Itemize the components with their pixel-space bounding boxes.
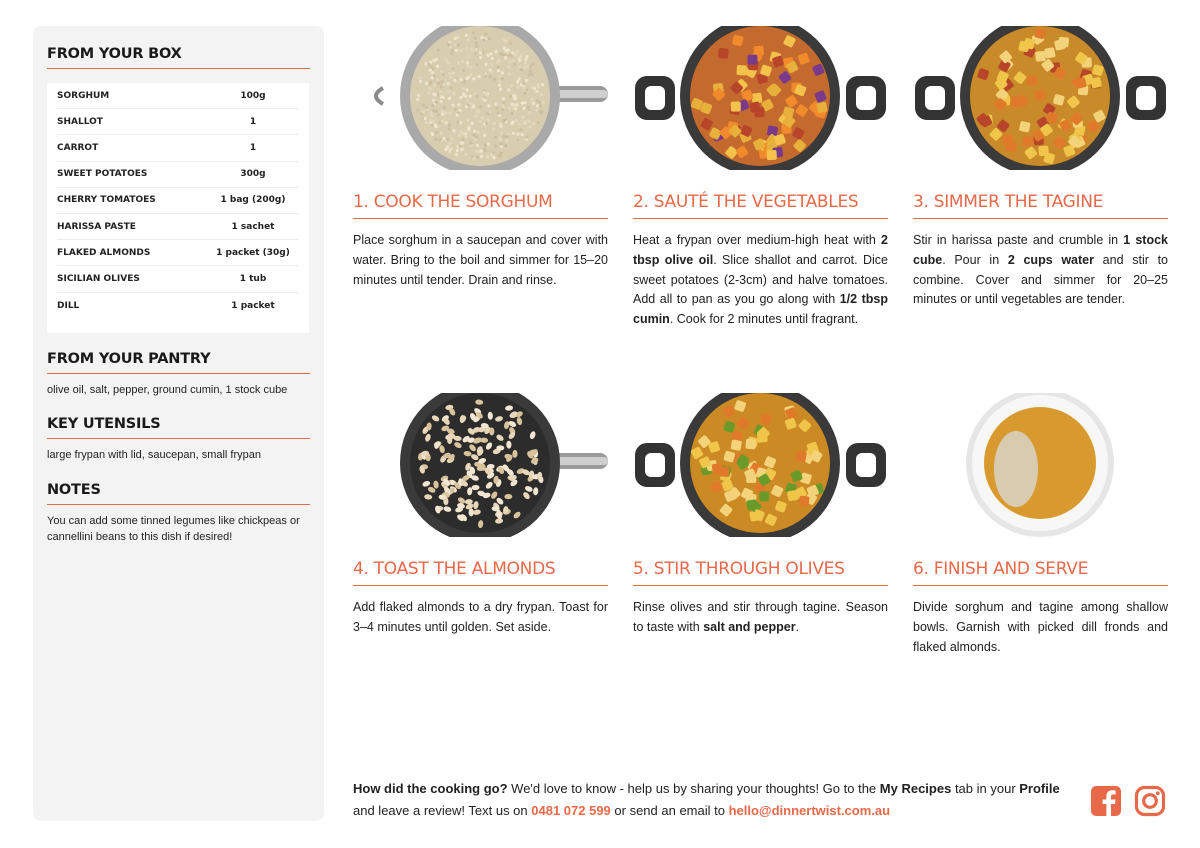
utensils-section: [47, 416, 310, 464]
step-instructions: [913, 231, 1168, 310]
instruction-text: Place sorghum in a saucepan and cover with water. Bring to the boil and simmer for 15–20 minutes until tender. Drain and rinse.: [353, 233, 608, 287]
ingredient-name: SORGHUM: [57, 90, 110, 101]
footer-bold-text: How did the cooking go?: [353, 781, 508, 796]
ingredient-row: [57, 214, 299, 240]
ingredient-qty: 1 packet (30g): [216, 247, 290, 258]
ingredients-sidebar: [33, 26, 324, 821]
ingredient-qty: 1: [249, 142, 257, 153]
step-instructions: [353, 598, 608, 638]
ingredient-name: SHALLOT: [57, 116, 103, 127]
pantry-heading: FROM YOUR PANTRY: [47, 351, 310, 374]
footer-text: We'd love to know - help us by sharing your thoughts! Go to the: [507, 781, 880, 796]
step-photo-frypan-vegetables: [633, 26, 888, 170]
ingredient-name: SWEET POTATOES: [57, 169, 148, 180]
ingredient-row: [57, 188, 299, 214]
instruction-text: . Slice shallot and carrot. Dice sweet potatoes (2-3cm) and halve tomatoes. Add all to pan as you go along with: [633, 252, 888, 307]
instruction-text: and stir to combine. Cover and simmer for 20–25 minutes or until vegetables are tender.: [913, 252, 1168, 307]
method-steps: [353, 26, 1168, 766]
instruction-text: Add flaked almonds to a dry frypan. Toast for 3–4 minutes until golden. Set aside.: [353, 600, 608, 634]
step-1: [353, 26, 608, 290]
bold-quantity: 2 cups water: [1007, 252, 1094, 267]
instruction-text: Heat a frypan over medium-high heat with: [633, 233, 882, 247]
step-6: [913, 393, 1168, 657]
step-instructions: [913, 598, 1168, 657]
ingredient-row: [57, 266, 299, 292]
ingredient-name: FLAKED ALMONDS: [57, 247, 151, 258]
step-image: [633, 393, 888, 537]
step-photo-frypan-tagine: [913, 26, 1168, 170]
instruction-text: Divide sorghum and tagine among shallow bowls. Garnish with picked dill fronds and flaked almonds.: [913, 600, 1168, 654]
contact-link[interactable]: hello@dinnertwist.com.au: [728, 803, 891, 818]
bold-quantity: 1/2 tbsp cumin: [633, 292, 888, 327]
step-title: 6. FINISH AND SERVE: [913, 559, 1168, 586]
ingredient-row: [57, 293, 299, 319]
footer-text: tab in your: [951, 781, 1020, 796]
step-photo-frypan-almonds: [353, 393, 608, 537]
bold-quantity: 1 stock cube: [913, 233, 1168, 267]
footer-text: or send an email to: [610, 803, 729, 818]
step-image: [633, 26, 888, 170]
ingredient-name: CARROT: [57, 142, 99, 153]
footer-bold-text: Profile: [1019, 781, 1060, 796]
step-instructions: [633, 598, 888, 638]
box-ingredients-table: [47, 83, 309, 333]
step-photo-saucepan-sorghum: [353, 26, 608, 170]
ingredient-name: DILL: [57, 300, 80, 311]
ingredient-qty: 100g: [240, 90, 266, 101]
ingredient-row: [57, 162, 299, 188]
step-title: 2. SAUTÉ THE VEGETABLES: [633, 192, 888, 219]
pantry-text: olive oil, salt, pepper, ground cumin, 1 stock cube: [47, 383, 288, 396]
step-title: 5. STIR THROUGH OLIVES: [633, 559, 888, 586]
instruction-text: .: [795, 619, 800, 634]
box-heading: FROM YOUR BOX: [47, 46, 310, 69]
feedback-footer: [353, 778, 1083, 822]
ingredient-row: [57, 135, 299, 161]
ingredient-row: [57, 83, 299, 109]
bold-quantity: 2 tbsp olive oil: [633, 233, 888, 267]
ingredient-name: HARISSA PASTE: [57, 221, 136, 232]
notes-section: [47, 482, 310, 546]
step-instructions: [353, 231, 608, 290]
social-links: [1090, 785, 1166, 817]
instruction-text: Rinse olives and stir through tagine. Season to taste with: [633, 600, 888, 634]
step-5: [633, 393, 888, 638]
ingredient-qty: 1 bag (200g): [220, 195, 286, 206]
instruction-text: . Pour in: [942, 252, 1008, 267]
step-2: [633, 26, 888, 330]
ingredient-qty: 1: [249, 116, 257, 127]
ingredient-row: [57, 109, 299, 135]
step-image: [913, 393, 1168, 537]
notes-text: You can add some tinned legumes like chickpeas or cannellini beans to this dish if desired!: [47, 514, 300, 544]
ingredient-qty: 1 tub: [239, 273, 267, 284]
step-4: [353, 393, 608, 638]
ingredient-name: CHERRY TOMATOES: [57, 195, 156, 206]
pantry-section: [47, 351, 310, 399]
ingredient-qty: 1 packet: [231, 300, 275, 311]
facebook-icon[interactable]: [1090, 785, 1122, 817]
step-instructions: [633, 231, 888, 330]
instagram-icon[interactable]: [1134, 785, 1166, 817]
ingredient-qty: 1 sachet: [231, 221, 275, 232]
step-photo-bowl-serve: [913, 393, 1168, 537]
step-title: 1. COOK THE SORGHUM: [353, 192, 608, 219]
instruction-text: Stir in harissa paste and crumble in: [913, 233, 1124, 247]
step-3: [913, 26, 1168, 310]
contact-link[interactable]: 0481 072 599: [531, 803, 611, 818]
utensils-text: large frypan with lid, saucepan, small frypan: [47, 449, 261, 462]
ingredient-qty: 300g: [240, 169, 266, 180]
step-image: [353, 393, 608, 537]
instruction-text: . Cook for 2 minutes until fragrant.: [669, 312, 859, 327]
bold-quantity: salt and pepper: [703, 619, 796, 634]
notes-heading: NOTES: [47, 482, 310, 505]
step-photo-frypan-olives: [633, 393, 888, 537]
footer-text: and leave a review! Text us on: [353, 803, 532, 818]
step-image: [913, 26, 1168, 170]
step-image: [353, 26, 608, 170]
footer-bold-text: My Recipes: [879, 781, 952, 796]
step-title: 4. TOAST THE ALMONDS: [353, 559, 608, 586]
utensils-heading: KEY UTENSILS: [47, 416, 310, 439]
step-title: 3. SIMMER THE TAGINE: [913, 192, 1168, 219]
ingredient-row: [57, 240, 299, 266]
ingredient-name: SICILIAN OLIVES: [57, 273, 140, 284]
